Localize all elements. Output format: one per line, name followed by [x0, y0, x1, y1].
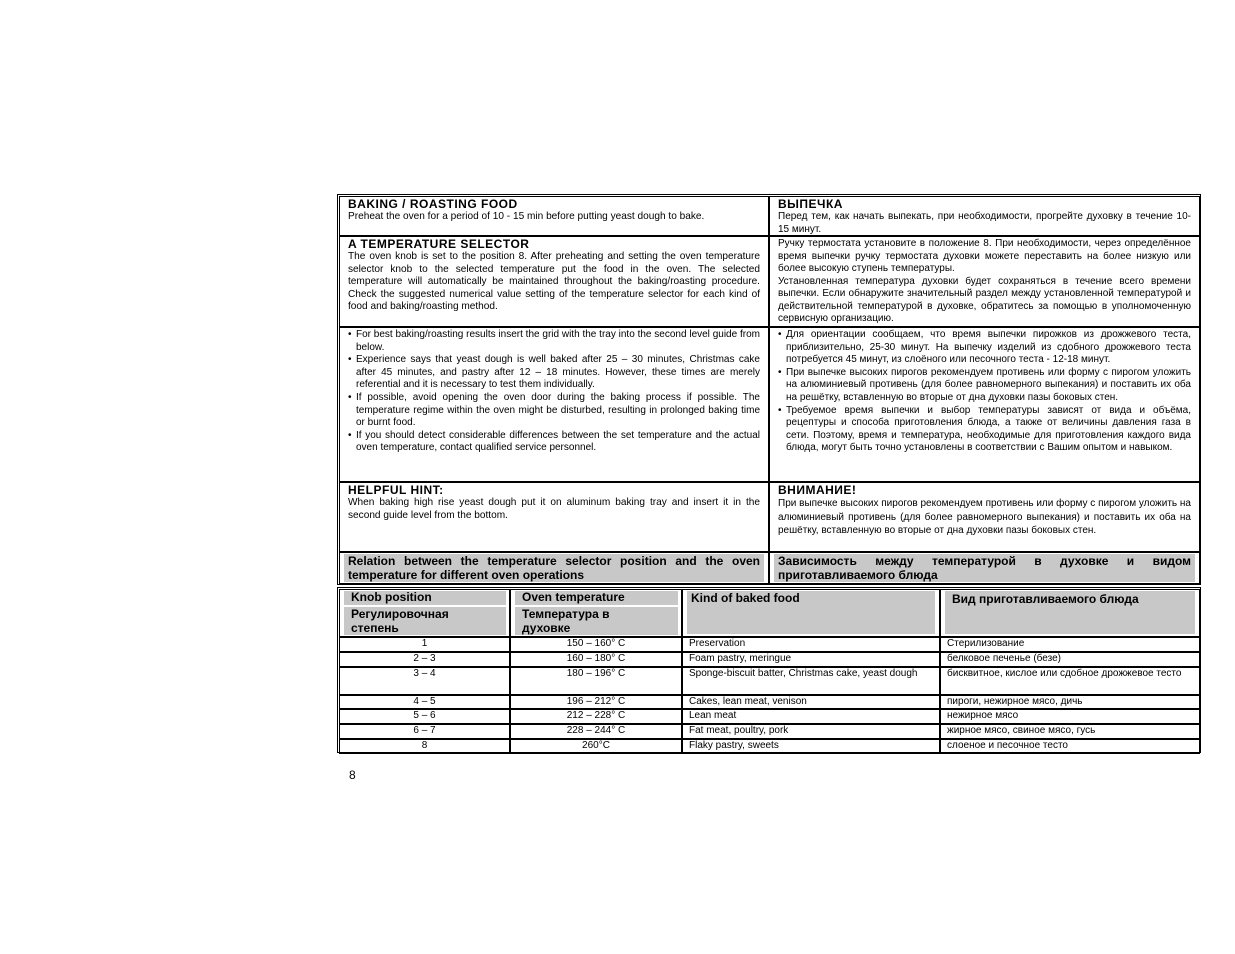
selector-ru-text-2: Установленная температура духовки будет сохраняться в течение всего времени выпечки. Если обнаружите значительный раздел между установленной температурой и действительной температурой в духовке, обратитесь за помощью в уполномоченную сервисную организацию.: [778, 275, 1191, 324]
hint-en-cell: [339, 482, 769, 552]
knob-cell: 2 – 3: [339, 652, 510, 667]
header-food-en: Kind of baked food: [687, 591, 935, 634]
knob-cell: 8: [339, 739, 510, 754]
tips-ru-cell: [769, 327, 1200, 482]
header-temp-ru: Температура в духовке: [515, 607, 678, 635]
baking-ru-title: ВЫПЕЧКА: [778, 197, 843, 211]
hint-ru-text: При выпечке высоких пирогов рекомендуем противень или форму с пирогом уложить на алюминиевый противень (для более равномерного выпекания) и поставить их оба на решётку, вставленную во вторые от дна духовки пазы боковых стен.: [778, 498, 1191, 536]
knob-cell: 1: [339, 637, 510, 652]
hint-en-title: HELPFUL HINT:: [348, 483, 444, 497]
baking-ru-text: Перед тем, как начать выпекать, при необходимости, прогрейте духовку в течение 10-15 минут.: [778, 211, 1191, 235]
relation-en-cell: [339, 552, 769, 584]
list-item: • If possible, avoid opening the oven door during the baking process if possible. The temperature regime within the oven might be disturbed, resulting in prolonged baking time or burnt food.: [356, 392, 760, 430]
baking-en-title: BAKING / ROASTING FOOD: [348, 197, 518, 211]
temp-cell: 212 – 228° C: [510, 709, 682, 724]
temp-cell: 260°C: [510, 739, 682, 754]
header-knob-ru: Регулировочная степень: [344, 607, 506, 635]
page-number: 8: [349, 768, 356, 782]
food-ru-cell: нежирное мясо: [940, 709, 1200, 724]
food-en-cell: Preservation: [682, 637, 940, 652]
baking-en-text: Preheat the oven for a period of 10 - 15 min before putting yeast dough to bake.: [348, 211, 705, 222]
baking-en-cell: [339, 196, 769, 236]
selector-en-text: The oven knob is set to the position 8. After preheating and setting the oven temperature selector knob to the selected temperature put the food in the oven. The selected temperature will automatically be maintained throughout the baking/roasting procedure. Check the suggested numerical value setting of the temperature selector for each kind of food and baking/roasting method.: [348, 251, 760, 312]
temp-cell: 150 – 160° C: [510, 637, 682, 652]
relation-ru-cell: [769, 552, 1200, 584]
food-ru-cell: бисквитное, кислое или сдобное дрожжевое тесто: [940, 667, 1200, 695]
list-item: • Experience says that yeast dough is well baked after 25 – 30 minutes, Christmas cake after 45 minutes, and pastry after 12 – 18 minutes. However, these times are merely referential and it is necessary to test them individually.: [356, 354, 760, 392]
food-ru-cell: Стерилизование: [940, 637, 1200, 652]
list-item: • For best baking/roasting results insert the grid with the tray into the second level guide from below.: [356, 329, 760, 354]
tips-en-cell: [339, 327, 769, 482]
header-food-ru: Вид приготавливаемого блюда: [945, 591, 1195, 634]
header-temp-en: Oven temperature: [515, 591, 678, 605]
temp-cell: 228 – 244° C: [510, 724, 682, 739]
temp-cell: 180 – 196° C: [510, 667, 682, 695]
food-en-cell: Fat meat, poultry, pork: [682, 724, 940, 739]
header-knob-cell: [339, 589, 510, 637]
selector-en-cell: [339, 236, 769, 327]
relation-ru-heading: Зависимость между температурой в духовке и видом приготавливаемого блюда: [774, 554, 1195, 582]
list-item: • При выпечке высоких пирогов рекомендуем противень или форму с пирогом уложить на алюминиевый противень (для более равномерного выпекания) и поставить их оба на решётку, вставленную во вторые от дна духовки пазы боковых стен.: [786, 367, 1191, 405]
header-food-ru-cell: [940, 589, 1200, 637]
instructions-frame: [337, 194, 1201, 585]
knob-cell: 6 – 7: [339, 724, 510, 739]
food-ru-cell: слоеное и песочное тесто: [940, 739, 1200, 754]
food-en-cell: Sponge-biscuit batter, Christmas cake, yeast dough: [682, 667, 940, 695]
tips-en-list: [348, 329, 760, 455]
food-en-cell: Foam pastry, meringue: [682, 652, 940, 667]
list-item: • Требуемое время выпечки и выбор температуры зависят от вида и объёма, рецептуры и способа приготовления блюда, а также от величины давления газа в сети. Поэтому, время и температура, необходимые для приготовления каждого вида блюда, могут быть точно установлены в соответствии с Вашим опытом и навыком.: [786, 405, 1191, 455]
hint-ru-cell: [769, 482, 1200, 552]
food-ru-cell: жирное мясо, свиное мясо, гусь: [940, 724, 1200, 739]
header-food-en-cell: [682, 589, 940, 637]
hint-ru-title: ВНИМАНИЕ!: [778, 483, 857, 497]
temp-cell: 160 – 180° C: [510, 652, 682, 667]
header-knob-en: Knob position: [344, 591, 506, 605]
header-temp-cell: [510, 589, 682, 637]
temperature-table: [337, 587, 1201, 753]
list-item: • If you should detect considerable differences between the set temperature and the actual oven temperature, contact qualified service personnel.: [356, 430, 760, 455]
food-en-cell: Lean meat: [682, 709, 940, 724]
food-en-cell: Flaky pastry, sweets: [682, 739, 940, 754]
selector-en-title: A TEMPERATURE SELECTOR: [348, 237, 530, 251]
hint-en-text: When baking high rise yeast dough put it on aluminum baking tray and insert it in the second guide level from the bottom.: [348, 497, 760, 521]
knob-cell: 5 – 6: [339, 709, 510, 724]
temp-cell: 196 – 212° C: [510, 695, 682, 709]
knob-cell: 3 – 4: [339, 667, 510, 695]
selector-ru-text-1: Ручку термостата установите в положение 8. При необходимости, через определённое время выпечки ручку термостата духовки можете переставить на более низкую или более высокую ступень температуры.: [778, 238, 1191, 274]
tips-ru-list: [778, 329, 1191, 455]
food-en-cell: Cakes, lean meat, venison: [682, 695, 940, 709]
baking-ru-cell: [769, 196, 1200, 236]
knob-cell: 4 – 5: [339, 695, 510, 709]
list-item: • Для ориентации сообщаем, что время выпечки пирожков из дрожжевого теста, приблизительно, 25-30 минут. На выпечку изделий из сдобного дрожжевого теста потребуется 45 минут, из слоёного или песочного теста - 12-18 минут.: [786, 329, 1191, 367]
relation-en-heading: Relation between the temperature selector position and the oven temperature for different oven operations: [344, 554, 764, 582]
food-ru-cell: пироги, нежирное мясо, дичь: [940, 695, 1200, 709]
food-ru-cell: белковое печенье (безе): [940, 652, 1200, 667]
selector-ru-cell: [769, 236, 1200, 327]
